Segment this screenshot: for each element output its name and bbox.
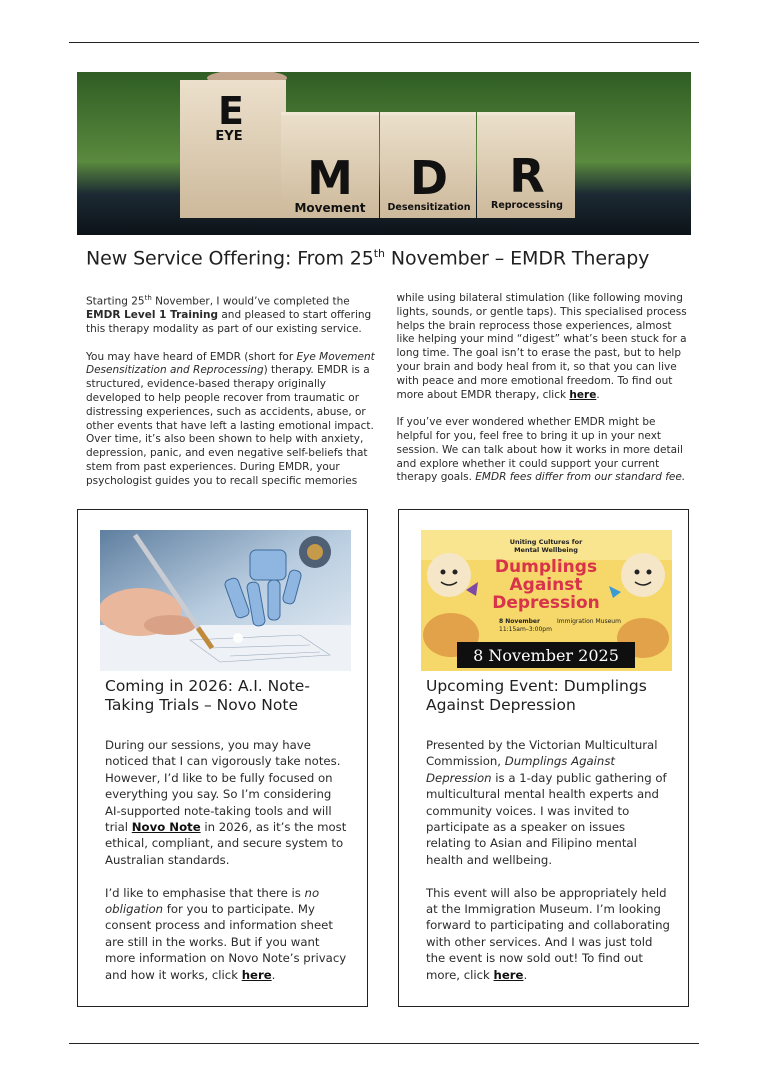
card-event-paragraph-1: Presented by the Victorian Multicultural Commission, Dumplings Against Depression is a 1-day public gathering of multicultural mental health experts and community voices. I was invited to participate as a speaker on issues relating to Asian and Filipino mental health and wellbeing. [426, 738, 667, 867]
emdr-paragraph-2: You may have heard of EMDR (short for Eye Movement Desensitization and Reprocessing) therapy. EMDR is a structured, evidence-based therapy originally developed to help people recover from traumatic or distressing experiences, such as accidents, abuse, or other events that have left a lasting emotional impact. Over time, it’s also been shown to help with anxiety, depression, panic, and even negative self-beliefs that stem from past experiences. During EMDR, your psychologist guides you to recall specific memories while using bilateral stimulation (like following moving lights, sounds, or gentle taps). This specialised process helps the brain reprocess those experiences, almost like helping your mind “digest” what’s been stuck for a long time. The goal isn’t to erase the past, but to help your brain and body heal from it, so that you can live with peace and more emotional freedom. To find out more about EMDR therapy, click here. [86, 292, 687, 487]
poster-time: 11:15am–3:00pm [499, 626, 552, 633]
emdr-more-link[interactable]: here [569, 388, 597, 401]
card-ai-note-taking [77, 509, 368, 1007]
emdr-article [86, 292, 690, 492]
poster-date-banner: 8 November 2025 [473, 646, 619, 665]
ai-robot-hand-image [100, 530, 351, 671]
card-event-body [426, 737, 670, 999]
hero-letter-r: R [509, 149, 545, 203]
card-ai-title: Coming in 2026: A.I. Note-Taking Trials – Novo Note [105, 677, 310, 714]
card-event-title: Upcoming Event: Dumplings Against Depression [426, 677, 647, 714]
card-event-paragraph-2: This event will also be appropriately held at the Immigration Museum. I’m looking forward to participating and collaborating with other services. And I was just told the event is now sold out! To find out more, click here. [426, 885, 670, 982]
novo-note-link[interactable]: Novo Note [131, 820, 201, 835]
emdr-paragraph-1: Starting 25th November, I would’ve completed the EMDR Level 1 Training and pleased to start offering this therapy modality as part of our existing service. [86, 294, 372, 336]
poster-header-line: Uniting Cultures for [509, 538, 583, 546]
card-dumplings-event [398, 509, 689, 1007]
poster-venue: Immigration Museum [557, 618, 621, 625]
emdr-article-text [86, 292, 690, 492]
hero-letter-d: D [409, 151, 449, 205]
hero-caption-r: Reprocessing [491, 200, 563, 211]
bottom-rule [69, 1043, 699, 1044]
poster-title-2: Against [509, 575, 583, 595]
card-ai-body [105, 737, 349, 999]
card-ai-paragraph-1: During our sessions, you may have noticed that I can vigorously take notes. However, I’d like to be fully focused on everything you say. So I’m considering AI-supported note-taking tools and will trial Novo Note in 2026, as it’s the most ethical, compliant, and secure system to Australian standards. [105, 738, 347, 867]
page-title: New Service Offering: From 25th November – EMDR Therapy [86, 247, 650, 270]
emdr-paragraph-3: If you’ve ever wondered whether EMDR might be helpful for you, feel free to bring it up in your next session. We can talk about how it works in more detail and explore whether it could support your current therapy goals. EMDR fees differ from our standard fee. [396, 416, 686, 484]
dumplings-poster-image [421, 530, 672, 671]
poster-title-3: Depression [492, 593, 600, 613]
event-more-link[interactable]: here [493, 967, 524, 982]
top-rule [69, 42, 699, 43]
hero-caption-e: EYE [215, 129, 243, 144]
poster-title-1: Dumplings [494, 557, 598, 577]
card-ai-paragraph-2: I’d like to emphasise that there is no obligation for you to participate. My consent process and information sheet are still in the works. But if you want more information on Novo Note’s privacy and how it works, click here. [105, 885, 347, 982]
novo-note-privacy-link[interactable]: here [241, 967, 272, 982]
hero-caption-m: Movement [294, 201, 366, 215]
poster-date: 8 November [499, 618, 540, 625]
emdr-hero-image [77, 72, 691, 235]
hero-letter-e: E [218, 89, 244, 133]
hero-caption-d: Desensitization [387, 202, 471, 213]
poster-header-line-2: Mental Wellbeing [514, 546, 578, 554]
hero-letter-m: M [307, 151, 353, 205]
